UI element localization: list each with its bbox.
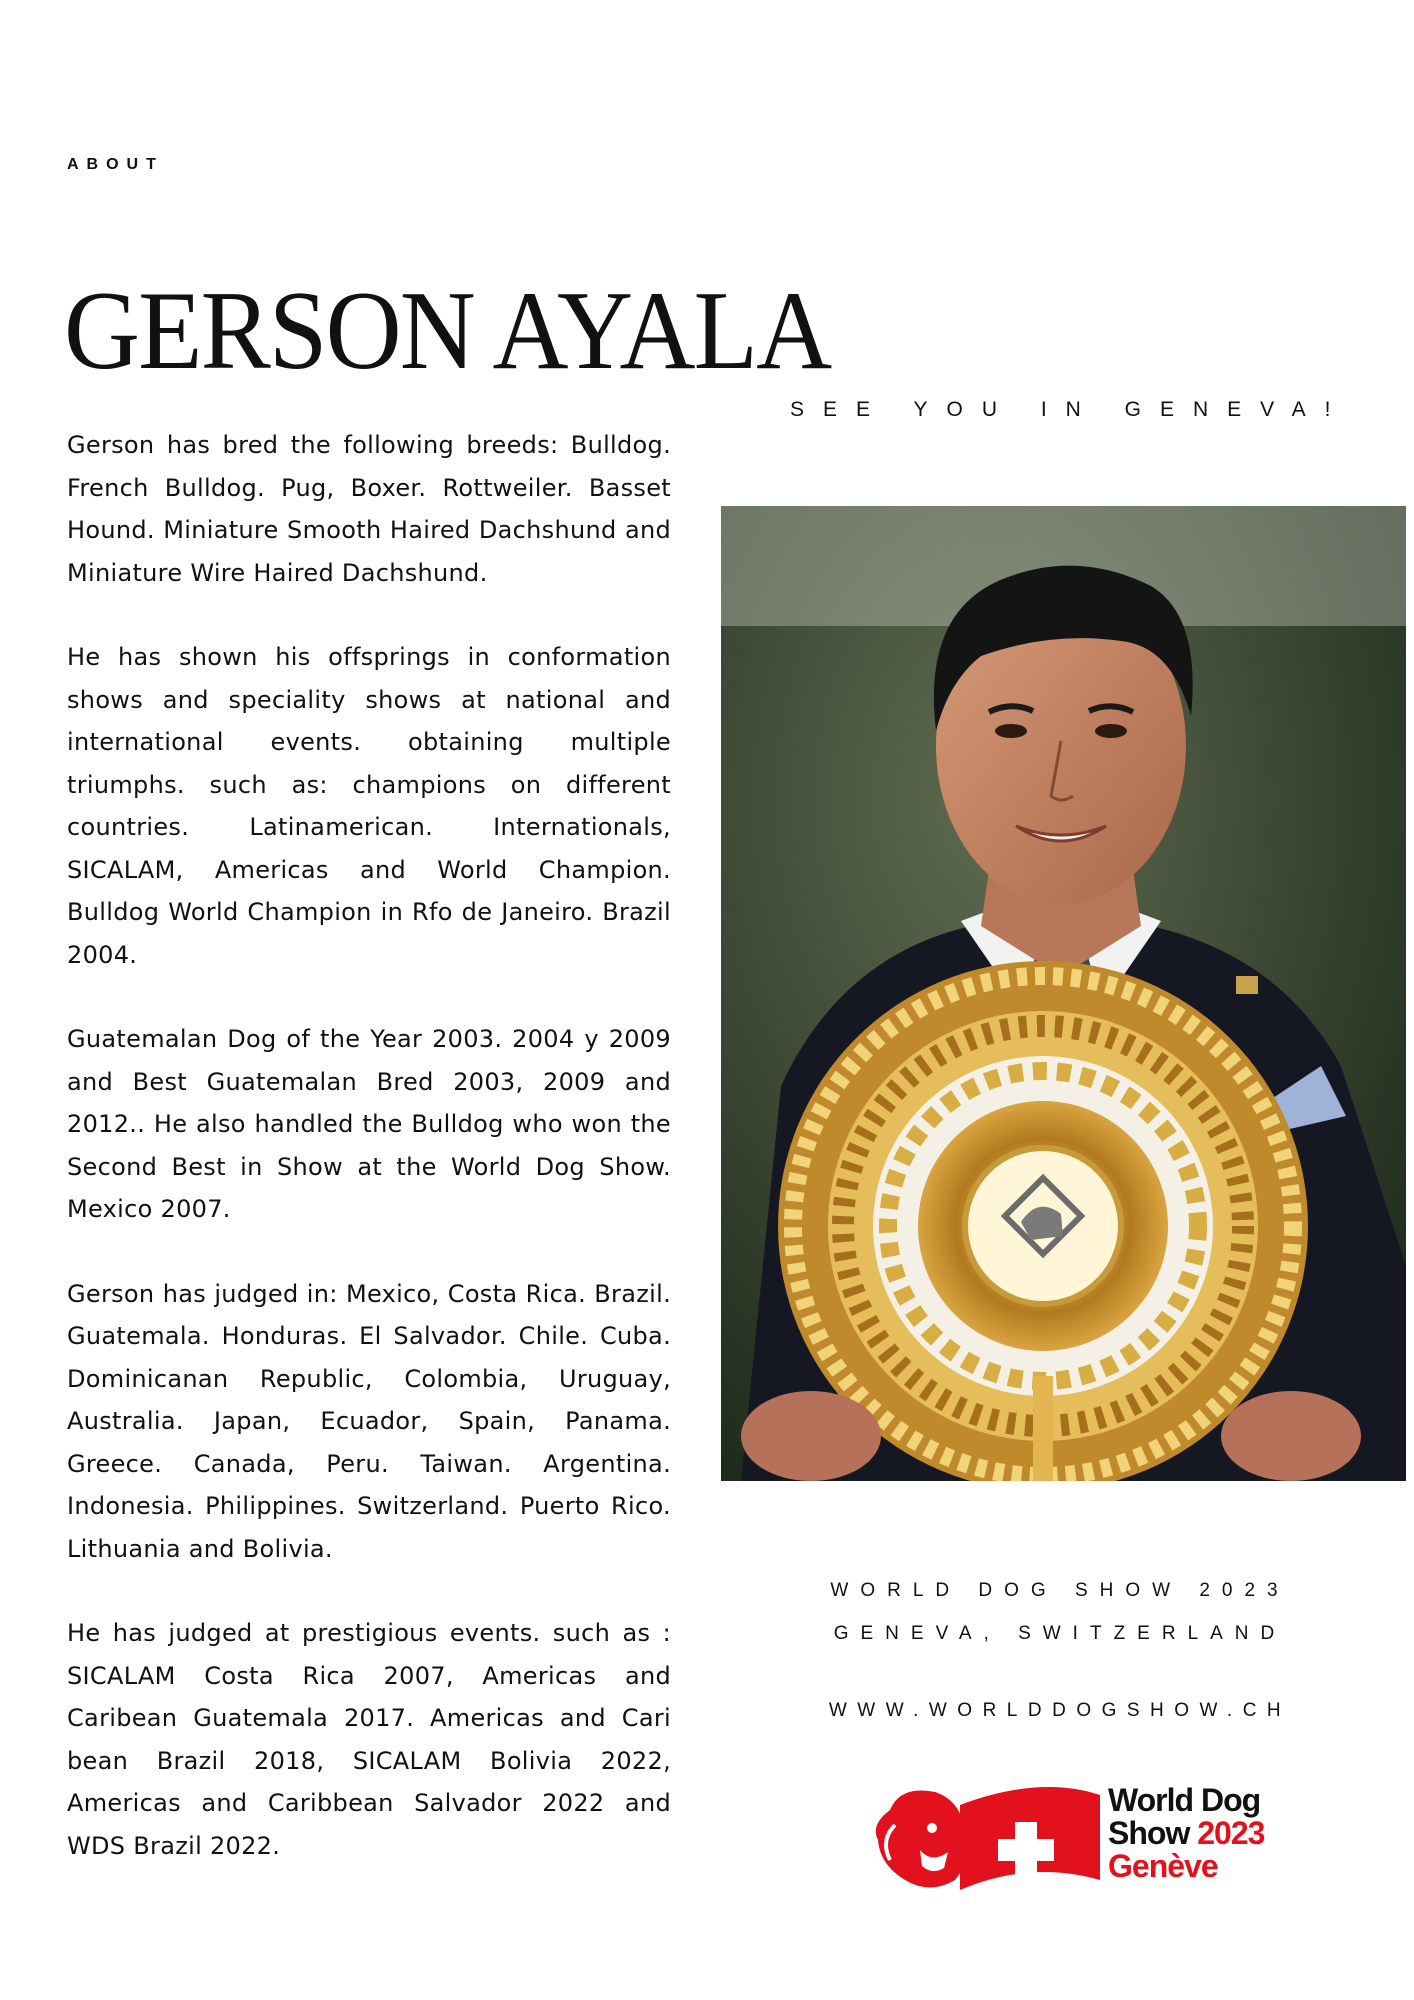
bio-text (67, 424, 671, 1909)
logo-line1: World Dog (1108, 1782, 1261, 1818)
logo-line2: Show (1108, 1815, 1190, 1851)
event-location: GENEVA, SWITZERLAND (833, 1623, 1287, 1644)
bio-paragraph-countries: Gerson has judged in: Mexico, Costa Rica. Brazil. Guatemala. Honduras. El Salvador. Chile. Cuba. Dominicanan Republic, Colombia, Uruguay, Australia. Japan, Ecuador, Spain, Panama. Greece. Canada, Peru. Taiwan. Argentina. Indonesia. Philippines. Switzerland. Puerto Rico. Lithuania and Bolivia. (67, 1279, 671, 1563)
portrait-illustration (721, 506, 1406, 1481)
dog-head-icon (876, 1790, 967, 1887)
event-name: WORLD DOG SHOW 2023 (830, 1580, 1290, 1601)
portrait-photo (721, 506, 1406, 1481)
website-link[interactable]: WWW.WORLDDOGSHOW.CH (828, 1700, 1292, 1721)
bio-paragraph-breeds: Gerson has bred the following breeds: Bulldog. French Bulldog. Pug, Boxer. Rottweiler. Basset Hound. Miniature Smooth Haired Dachshund and Miniature Wire Haired Dachshund. (67, 431, 671, 587)
logo-wordmark (1108, 1784, 1264, 1883)
bio-paragraph-awards: Guatemalan Dog of the Year 2003. 2004 y 2009 and Best Guatemalan Bred 2003, 2009 and 2012.. He also handled the Bulldog who won the Second Best in Show at the World Dog Show. Mexico 2007. (67, 1025, 671, 1223)
tagline: SEE YOU IN GENEVA! (790, 398, 1350, 421)
bio-paragraph-shows: He has shown his offsprings in conformation shows and speciality shows at national and international events. obtaining multiple triumphs. such as: champions on different countries. Latinamerican. Internationals, SICALAM, Americas and World Champion. Bulldog World Champion in Rfo de Janeiro. Brazil 2004. (67, 643, 671, 969)
bio-paragraph-events: He has judged at prestigious events. such as : SICALAM Costa Rica 2007, Americas and Caribean Guatemala 2017. Americas and Cari bean Brazil 2018, SICALAM Bolivia 2022, Americas and Caribbean Salvador 2022 and WDS Brazil 2022. (67, 1619, 671, 1860)
page-title: GERSON AYALA (64, 269, 831, 394)
logo-line3: Genève (1108, 1848, 1218, 1884)
logo-year: 2023 (1197, 1815, 1265, 1851)
section-eyebrow: ABOUT (67, 156, 164, 173)
